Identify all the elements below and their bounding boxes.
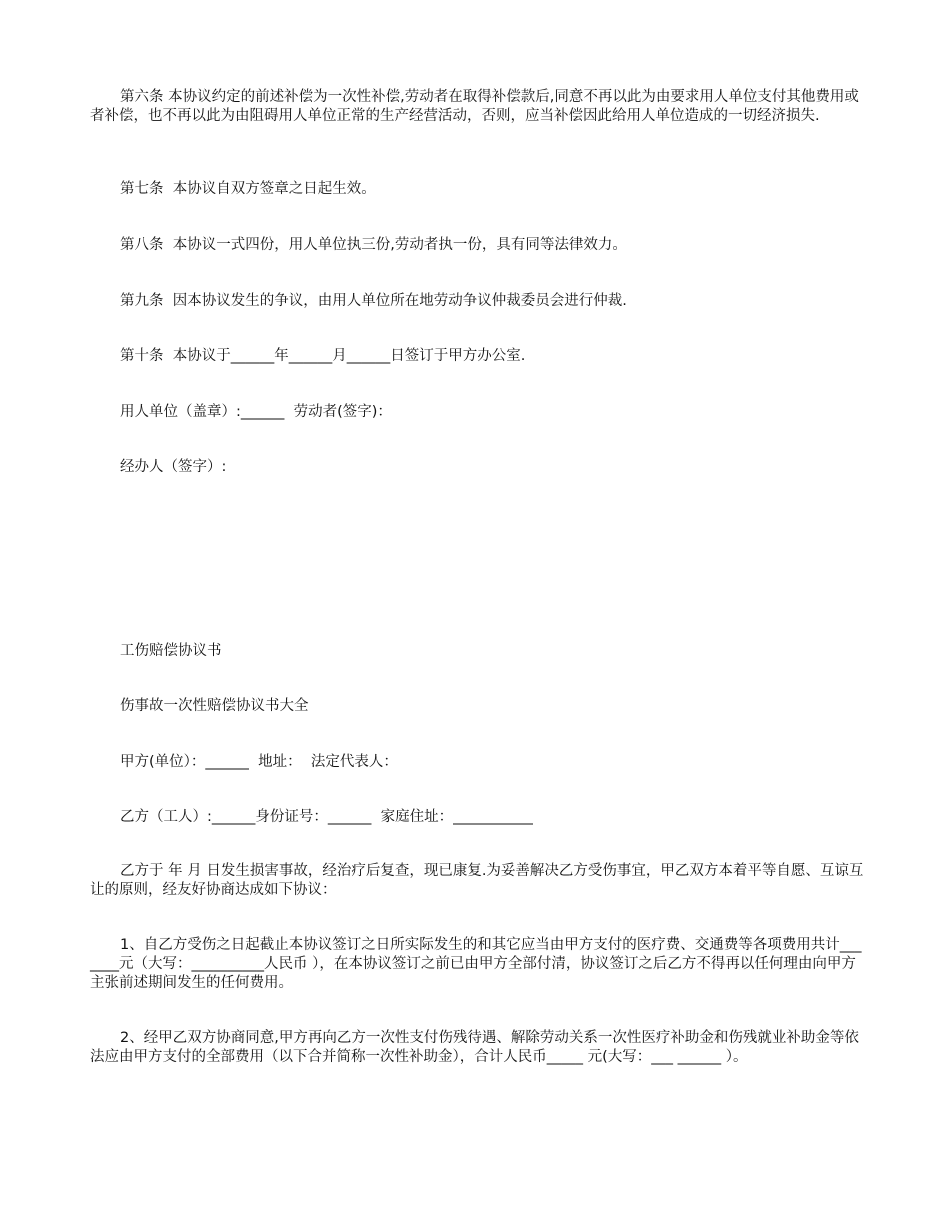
document-title: 工伤赔偿协议书	[120, 643, 222, 659]
article-7-paragraph: 第七条 本协议自双方签章之日起生效。	[120, 181, 376, 197]
clause-1-paragraph: 1、自乙方受伤之日起截止本协议签订之日所实际发生的和其它应当由甲方支付的医疗费、交通费等各项费用共计_______元（大写：__________人民币 ），在本协议签订之前已由甲方全部付清，协议签订之后乙方不得再以任何理由向甲方主张前述期间发生的任何费用。	[90, 937, 862, 991]
party-b-line: 乙方（工人）:______身份证号：______ 家庭住址：___________	[120, 809, 533, 825]
clause-2-paragraph: 2、经甲乙双方协商同意,甲方再向乙方一次性支付伤残待遇、解除劳动关系一次性医疗补助金和伤残就业补助金等依法应由甲方支付的全部费用（以下合并简称一次性补助金），合计人民币_____ 元(大写：___ ______ ）。	[90, 1030, 859, 1065]
signature-line-employer-worker: 用人单位（盖章）:______ 劳动者(签字)：	[120, 404, 392, 420]
article-6-paragraph: 第六条 本协议约定的前述补偿为一次性补偿,劳动者在取得补偿款后,同意不再以此为由要求用人单位支付其他费用或者补偿，也不再以此为由阻碍用人单位正常的生产经营活动，否则，应当补偿因此给用人单位造成的一切经济损失.	[90, 89, 859, 124]
signature-line-handler: 经办人（签字）:	[120, 459, 227, 475]
article-10-paragraph: 第十条 本协议于______年______月______日签订于甲方办公室.	[120, 348, 526, 364]
document-subtitle: 伤事故一次性赔偿协议书大全	[120, 698, 309, 714]
article-8-paragraph: 第八条 本协议一式四份，用人单位执三份,劳动者执一份，具有同等法律效力。	[120, 237, 627, 253]
article-9-paragraph: 第九条 因本协议发生的争议，由用人单位所在地劳动争议仲裁委员会进行仲裁.	[120, 293, 627, 309]
preamble-paragraph: 乙方于 年 月 日发生损害事故，经治疗后复查，现已康复.为妥善解决乙方受伤事宜，甲乙双方本着平等自愿、互谅互让的原则，经友好协商达成如下协议：	[90, 863, 864, 898]
party-a-line: 甲方(单位）：______ 地址： 法定代表人：	[120, 754, 398, 770]
